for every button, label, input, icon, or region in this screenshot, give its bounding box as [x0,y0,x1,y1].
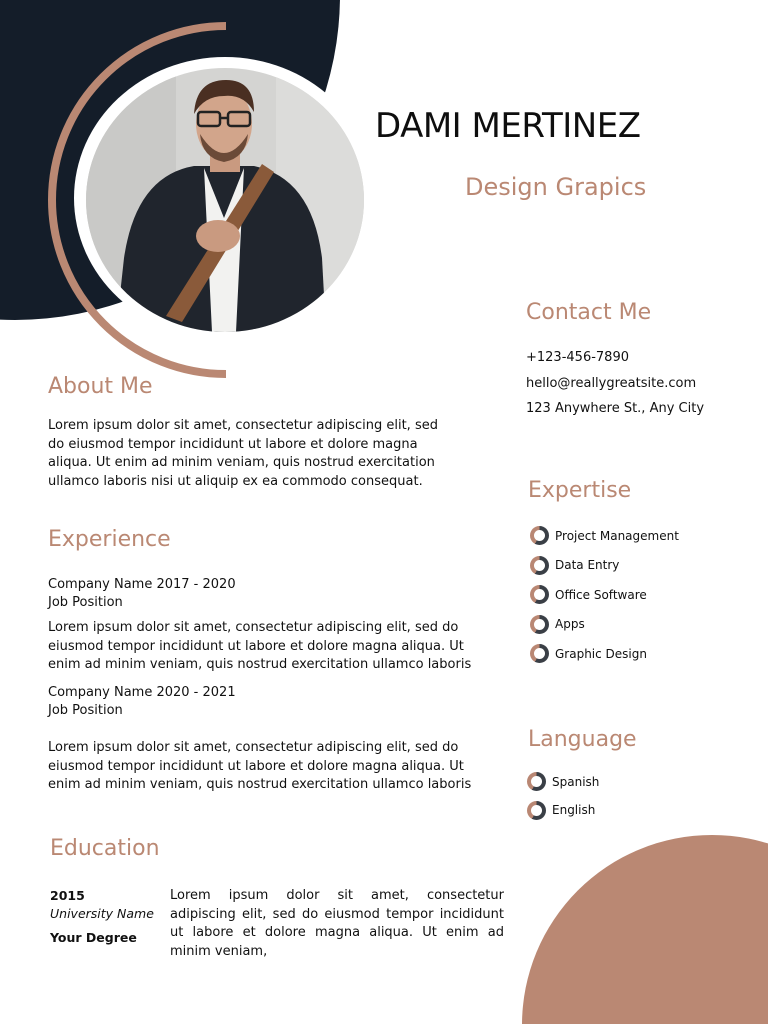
language-heading: Language [528,727,637,752]
expertise-label: Apps [555,617,585,631]
ring-icon [530,644,549,663]
experience-company: Company Name 2017 - 2020 [48,577,236,592]
experience-position: Job Position [48,595,123,610]
language-label: Spanish [552,774,600,789]
experience-heading: Experience [48,527,171,552]
list-item [530,526,679,545]
expertise-label: Graphic Design [555,646,647,661]
contact-heading: Contact Me [526,300,652,325]
experience-description: Lorem ipsum dolor sit amet, consectetur adipiscing elit, sed do eiusmod tempor incididunt ut labore et dolore magna aliqua. Ut enim ad minim veniam, quis nostrud exercitation ullamco laboris [48,620,472,672]
contact-email: hello@reallygreatsite.com [526,376,697,391]
expertise-label: Office Software [555,587,647,602]
about-text: Lorem ipsum dolor sit amet, consectetur adipiscing elit, sed do eiusmod tempor incididunt ut labore et dolore magna aliqua. Ut enim ad minim veniam, quis nostrud exercitation ullamco laboris nisi ut aliquip ex ea commodo consequat. [48,418,438,489]
list-item [527,801,599,820]
ring-icon [530,526,549,545]
about-heading: About Me [48,374,153,399]
expertise-heading: Expertise [528,478,632,503]
ring-icon [530,615,549,634]
ring-icon [527,772,546,791]
ring-icon [530,556,549,575]
profile-photo [86,68,364,332]
expertise-list [530,526,679,663]
experience-position: Job Position [48,703,123,718]
list-item [530,615,679,634]
candidate-name: DAMI MERTINEZ [375,106,641,146]
expertise-label: Data Entry [555,558,620,572]
ring-icon [527,801,546,820]
experience-company: Company Name 2020 - 2021 [48,685,236,700]
language-list [527,772,599,820]
education-description: Lorem ipsum dolor sit amet, consectetur adipiscing elit, sed do eiusmod tempor incididunt ut labore et dolore magna aliqua. Ut enim ad minim veniam, [170,888,504,959]
language-label: English [552,803,596,817]
education-degree: Your Degree [50,930,137,945]
experience-description: Lorem ipsum dolor sit amet, consectetur adipiscing elit, sed do eiusmod tempor incididunt ut labore et dolore magna aliqua. Ut enim ad minim veniam, quis nostrud exercitation ullamco laboris [48,740,472,792]
list-item [530,585,679,604]
expertise-label: Project Management [555,528,679,543]
education-year: 2015 [50,888,85,903]
contact-address: 123 Anywhere St., Any City [526,401,705,416]
list-item [530,644,679,663]
copper-corner-shape [522,835,768,1024]
candidate-role: Design Grapics [465,173,647,201]
education-heading: Education [50,836,160,861]
education-university: University Name [50,906,154,921]
list-item [527,772,599,791]
contact-phone: +123-456-7890 [526,350,629,365]
list-item [530,556,679,575]
ring-icon [530,585,549,604]
